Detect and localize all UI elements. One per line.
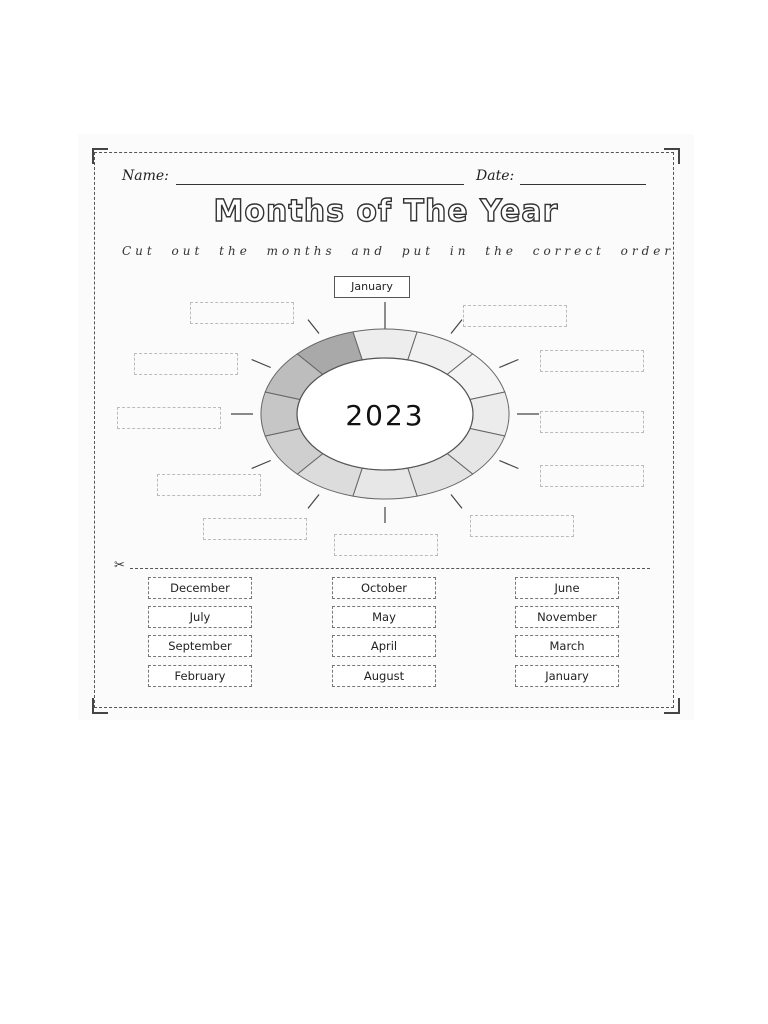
answer-slot[interactable] bbox=[334, 534, 438, 556]
month-card[interactable]: January bbox=[515, 665, 619, 687]
answer-slot[interactable] bbox=[203, 518, 307, 540]
answer-slot[interactable] bbox=[540, 465, 644, 487]
wheel-tick bbox=[308, 320, 319, 334]
answer-slot[interactable] bbox=[463, 305, 567, 327]
month-card[interactable]: June bbox=[515, 577, 619, 599]
answer-slot[interactable] bbox=[157, 474, 261, 496]
month-card[interactable]: October bbox=[332, 577, 436, 599]
instruction-text: Cut out the months and put in the correct order bbox=[122, 244, 675, 258]
cut-line bbox=[130, 568, 650, 569]
month-card[interactable]: April bbox=[332, 635, 436, 657]
answer-slot[interactable] bbox=[470, 515, 574, 537]
page-title: Months of The Year bbox=[213, 194, 559, 229]
wheel-tick bbox=[451, 495, 462, 509]
answer-slot[interactable] bbox=[540, 411, 644, 433]
wheel-tick bbox=[252, 360, 271, 368]
wheel-tick bbox=[252, 461, 271, 469]
corner-mark bbox=[92, 698, 108, 714]
wheel-tick bbox=[451, 320, 462, 334]
month-card[interactable]: February bbox=[148, 665, 252, 687]
wheel-segment bbox=[353, 468, 417, 499]
year-label: 2023 bbox=[345, 399, 425, 432]
month-card[interactable]: March bbox=[515, 635, 619, 657]
month-card[interactable]: November bbox=[515, 606, 619, 628]
wheel-segment bbox=[353, 329, 417, 360]
month-card[interactable]: December bbox=[148, 577, 252, 599]
answer-slot[interactable] bbox=[117, 407, 221, 429]
answer-slot[interactable] bbox=[134, 353, 238, 375]
answer-slot[interactable] bbox=[190, 302, 294, 324]
worksheet bbox=[78, 134, 694, 720]
month-card[interactable]: August bbox=[332, 665, 436, 687]
month-card[interactable]: May bbox=[332, 606, 436, 628]
name-label: Name: bbox=[122, 168, 169, 184]
month-card[interactable]: September bbox=[148, 635, 252, 657]
month-card[interactable]: July bbox=[148, 606, 252, 628]
corner-mark bbox=[664, 698, 680, 714]
date-label: Date: bbox=[476, 168, 515, 184]
wheel-tick bbox=[308, 495, 319, 509]
answer-slot[interactable] bbox=[540, 350, 644, 372]
wheel-tick bbox=[499, 461, 518, 469]
wheel-top-label: January bbox=[334, 276, 410, 298]
wheel-tick bbox=[499, 360, 518, 368]
scissors-icon: ✂ bbox=[114, 558, 125, 573]
